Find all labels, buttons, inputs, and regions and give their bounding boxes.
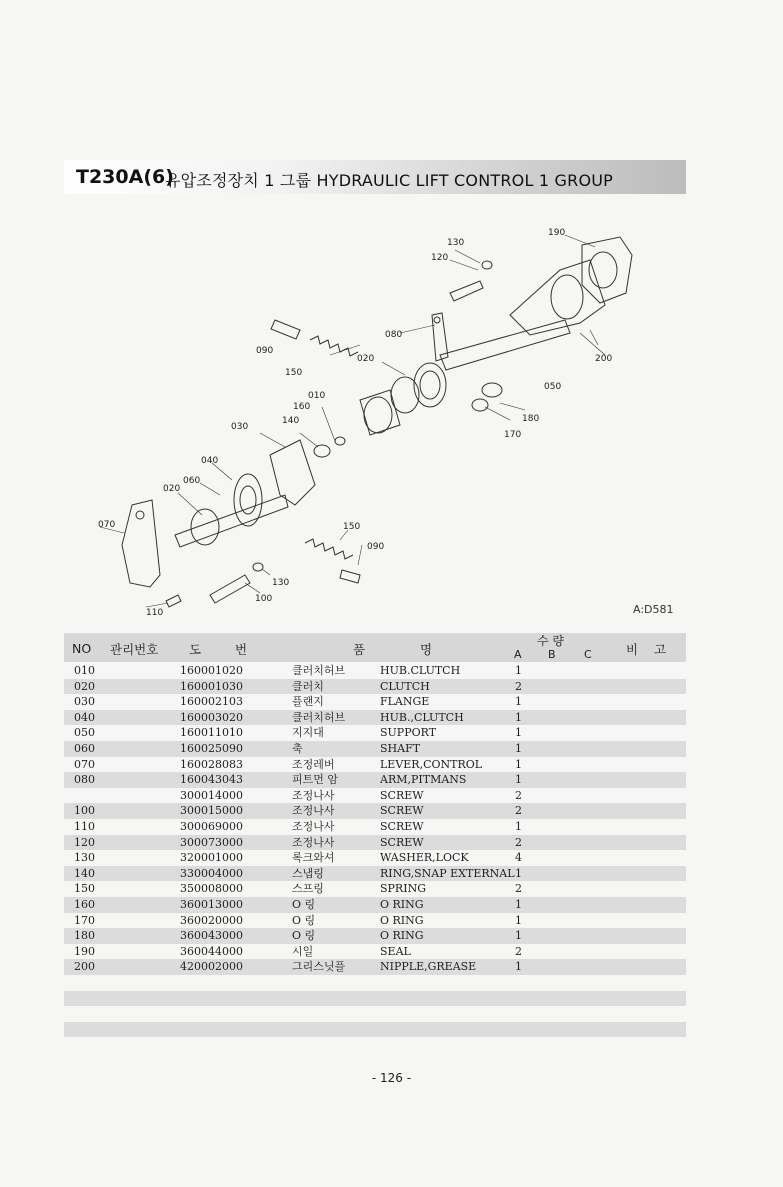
part-number: 120 — [74, 835, 95, 849]
part-name-korean: 클러치 — [292, 679, 324, 693]
callout-label: 200 — [595, 354, 613, 364]
callout-label: 040 — [201, 456, 219, 466]
callout-label: 180 — [522, 414, 540, 424]
col-qty-b: B — [548, 648, 556, 661]
part-number: 180 — [74, 929, 95, 943]
part-number: 030 — [74, 695, 95, 709]
col-qty-a: A — [514, 648, 522, 661]
quantity-a: 1 — [515, 929, 522, 943]
part-number: 150 — [74, 882, 95, 896]
col-qty: 수 량 — [537, 634, 564, 648]
col-item-2: 명 — [420, 642, 433, 657]
callout-label: 010 — [308, 391, 326, 401]
table-row — [64, 694, 686, 710]
col-item-1: 품 — [353, 642, 366, 657]
quantity-a: 1 — [515, 913, 522, 927]
part-number: 100 — [74, 804, 95, 818]
quantity-a: 1 — [515, 898, 522, 911]
group-code: T230A(6) — [76, 166, 174, 188]
table-row — [64, 850, 686, 866]
drawing-number: 300073000 — [180, 835, 243, 849]
quantity-a: 2 — [515, 835, 522, 849]
callout-label: 060 — [183, 476, 201, 486]
part-number: 080 — [74, 773, 95, 787]
table-row — [64, 803, 686, 819]
part-name-english: WASHER,LOCK — [380, 851, 469, 865]
part-name-korean: 스냅링 — [292, 866, 324, 880]
shaft-060-part — [440, 320, 570, 370]
quantity-a: 2 — [515, 679, 522, 693]
callout-label: 130 — [272, 578, 290, 588]
o-ring-170-part — [472, 399, 488, 411]
part-number: 070 — [74, 757, 95, 771]
table-row — [64, 663, 686, 679]
quantity-a: 1 — [515, 866, 522, 880]
callout-label: 020 — [357, 354, 375, 364]
part-name-korean: 지지대 — [292, 726, 324, 740]
drawing-number: 160043043 — [180, 773, 243, 787]
part-name-english: RING,SNAP EXTERNAL — [380, 866, 515, 880]
table-row — [64, 819, 686, 835]
part-name-korean: 조정나사 — [292, 788, 335, 802]
drawing-number: 160002103 — [180, 695, 243, 709]
part-number: 200 — [74, 960, 95, 974]
part-name-english: O RING — [380, 898, 424, 911]
callout-label: 090 — [256, 346, 274, 356]
part-name-english: SCREW — [380, 804, 424, 818]
part-name-korean: 클러치허브 — [292, 664, 346, 677]
exploded-parts-diagram — [60, 215, 700, 625]
callout-label: 120 — [431, 253, 449, 263]
quantity-a: 1 — [515, 773, 522, 787]
col-drawing-1: 도 — [189, 642, 202, 657]
callout-label: 050 — [544, 382, 562, 392]
table-row — [64, 788, 686, 804]
spring-150-lower — [305, 539, 353, 559]
table-row — [64, 897, 686, 913]
quantity-a: 1 — [515, 820, 522, 833]
part-name-english: SCREW — [380, 835, 424, 849]
diagram-reference: A:D581 — [633, 603, 674, 616]
part-number: 110 — [74, 820, 95, 833]
table-row — [64, 944, 686, 960]
callout-label: 030 — [231, 422, 249, 432]
drawing-number: 420002000 — [180, 960, 243, 974]
table-row — [64, 772, 686, 788]
drawing-number: 160025090 — [180, 742, 243, 755]
drawing-number: 300015000 — [180, 804, 243, 818]
table-row — [64, 928, 686, 944]
support-050-part — [510, 260, 605, 335]
drawing-number: 160001030 — [180, 679, 243, 693]
part-name-english: HUB.,CLUTCH — [380, 710, 464, 724]
o-ring-180-part — [482, 383, 502, 397]
part-number: 140 — [74, 866, 95, 880]
part-name-english: CLUTCH — [380, 679, 430, 693]
quantity-a: 1 — [515, 710, 522, 724]
part-number: 010 — [74, 664, 95, 677]
table-row — [64, 913, 686, 929]
callout-label: 020 — [163, 484, 181, 494]
quantity-a: 1 — [515, 726, 522, 740]
table-row — [64, 710, 686, 726]
quantity-a: 1 — [515, 742, 522, 755]
quantity-a: 1 — [515, 695, 522, 709]
part-name-korean: 조정레버 — [292, 757, 335, 771]
col-mgmt: 관리번호 — [110, 642, 159, 657]
callout-label: 160 — [293, 402, 311, 412]
quantity-a: 1 — [515, 757, 522, 771]
spring-150-upper — [310, 336, 358, 356]
callout-label: 080 — [385, 330, 403, 340]
part-name-korean: 조정나사 — [292, 804, 335, 818]
diagram-callouts — [98, 228, 612, 618]
part-name-english: SEAL — [380, 944, 411, 958]
quantity-a: 2 — [515, 882, 522, 896]
part-number: 020 — [74, 679, 95, 693]
drawing-number: 300069000 — [180, 820, 243, 833]
part-name-korean: 조정나사 — [292, 820, 335, 833]
quantity-a: 2 — [515, 804, 522, 818]
part-number: 190 — [74, 944, 95, 958]
quantity-a: 4 — [515, 851, 522, 865]
drawing-number: 320001000 — [180, 851, 243, 865]
part-name-english: SUPPORT — [380, 726, 437, 740]
group-title: 유압조정장치 1 그룹 HYDRAULIC LIFT CONTROL 1 GROUP — [165, 171, 613, 190]
part-name-english: FLANGE — [380, 695, 430, 709]
part-name-english: O RING — [380, 929, 424, 943]
part-name-korean: 피트먼 암 — [292, 773, 339, 787]
flange-030-part — [270, 440, 315, 505]
part-name-korean: 플랜지 — [292, 695, 324, 709]
part-name-korean: 스프링 — [292, 882, 324, 896]
quantity-a: 2 — [515, 944, 522, 958]
callout-label: 190 — [548, 228, 566, 238]
col-drawing-2: 번 — [235, 642, 248, 657]
part-number: 060 — [74, 742, 95, 755]
part-name-korean: O 링 — [292, 913, 316, 927]
callout-label: 110 — [146, 608, 164, 618]
drawing-number: 300014000 — [180, 788, 243, 802]
drawing-number: 360020000 — [180, 913, 243, 927]
drawing-number: 160011010 — [180, 726, 243, 740]
quantity-a: 2 — [515, 788, 522, 802]
callout-label: 130 — [447, 238, 465, 248]
lever-070-part — [122, 500, 160, 587]
page-number: - 126 - — [371, 1071, 412, 1085]
drawing-number: 360044000 — [180, 944, 243, 958]
quantity-a: 1 — [515, 664, 522, 677]
part-name-english: ARM,PITMANS — [380, 773, 467, 787]
drawing-number: 330004000 — [180, 866, 243, 880]
drawing-number: 160001020 — [180, 664, 243, 677]
table-row — [64, 959, 686, 975]
empty-row-band — [64, 991, 686, 1006]
part-name-korean: O 링 — [292, 898, 316, 911]
empty-row-band — [64, 1022, 686, 1037]
col-remark-1: 비 — [626, 642, 639, 657]
col-qty-c: C — [584, 648, 592, 661]
part-name-korean: 록크와셔 — [292, 851, 335, 865]
part-name-english: SHAFT — [380, 742, 421, 755]
quantity-a: 1 — [515, 960, 522, 974]
table-row — [64, 881, 686, 897]
part-number: 050 — [74, 726, 95, 740]
part-number: 040 — [74, 710, 95, 724]
snap-ring-140-part — [314, 445, 330, 457]
callout-label: 070 — [98, 520, 116, 530]
drawing-number: 160003020 — [180, 710, 243, 724]
screw-110-part — [166, 595, 181, 607]
drawing-number: 350008000 — [180, 882, 243, 896]
callout-label: 150 — [285, 368, 303, 378]
callout-label: 150 — [343, 522, 361, 532]
col-remark-2: 고 — [654, 642, 667, 657]
part-number: 130 — [74, 851, 95, 865]
part-name-korean: 조정나사 — [292, 835, 335, 849]
callout-label: 170 — [504, 430, 522, 440]
part-name-korean: 축 — [292, 742, 303, 755]
table-row — [64, 679, 686, 695]
table-row — [64, 725, 686, 741]
part-name-english: O RING — [380, 913, 424, 927]
table-row — [64, 757, 686, 773]
part-name-english: SCREW — [380, 820, 424, 833]
part-number: 160 — [74, 898, 95, 911]
callout-label: 140 — [282, 416, 300, 426]
col-no: NO — [72, 641, 92, 656]
table-row — [64, 741, 686, 757]
drawing-number: 360013000 — [180, 898, 243, 911]
table-row — [64, 835, 686, 851]
table-row — [64, 866, 686, 882]
drawing-number: 360043000 — [180, 929, 243, 943]
part-number: 170 — [74, 913, 95, 927]
drawing-number: 160028083 — [180, 757, 243, 771]
part-name-english: HUB.CLUTCH — [380, 664, 461, 677]
part-name-korean: 시일 — [292, 944, 314, 958]
screw-120-part — [450, 281, 483, 301]
part-name-korean: 그리스닛플 — [292, 960, 346, 974]
part-name-korean: O 링 — [292, 929, 316, 943]
part-name-english: LEVER,CONTROL — [380, 757, 483, 771]
screw-090-upper — [271, 320, 300, 339]
screw-100-part — [210, 575, 250, 603]
screw-090-lower — [340, 570, 360, 583]
callout-label: 100 — [255, 594, 273, 604]
part-name-english: SPRING — [380, 882, 426, 896]
callout-label: 090 — [367, 542, 385, 552]
part-name-english: NIPPLE,GREASE — [380, 960, 477, 974]
part-name-korean: 클러치허브 — [292, 710, 346, 724]
part-name-english: SCREW — [380, 788, 424, 802]
